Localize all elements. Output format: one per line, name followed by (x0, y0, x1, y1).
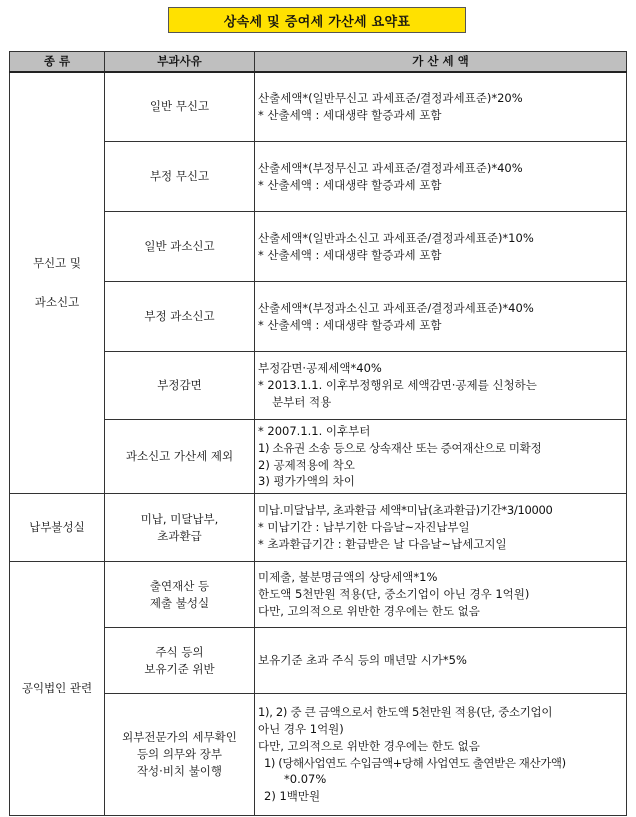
amount-cell: 산출세액*(일반무신고 과세표준/결정과세표준)*20% * 산출세액 : 세대생략 할증과세 포함 (255, 72, 627, 142)
amount-cell: * 2007.1.1. 이후부터 1) 소유권 소송 등으로 상속재산 또는 증여재산으로 미확정 2) 공제적용에 착오 3) 평가가액의 차이 (255, 420, 627, 494)
surcharge-summary-table (9, 51, 627, 816)
amount-cell: 산출세액*(일반과소신고 과세표준/결정과세표준)*10% * 산출세액 : 세대생략 할증과세 포함 (255, 212, 627, 282)
amount-cell: 산출세액*(부정과소신고 과세표준/결정과세표준)*40% * 산출세액 : 세대생략 할증과세 포함 (255, 282, 627, 352)
reason-cell: 미납, 미달납부, 초과환급 (105, 494, 255, 562)
reason-cell: 과소신고 가산세 제외 (105, 420, 255, 494)
page-title: 상속세 및 증여세 가산세 요약표 (168, 7, 466, 33)
amount-cell: 산출세액*(부정무신고 과세표준/결정과세표준)*40% * 산출세액 : 세대생략 할증과세 포함 (255, 142, 627, 212)
reason-cell: 출연재산 등 제출 불성실 (105, 562, 255, 628)
category-late-payment: 납부불성실 (10, 494, 105, 562)
reason-cell: 일반 과소신고 (105, 212, 255, 282)
reason-cell: 부정감면 (105, 352, 255, 420)
header-amount: 가 산 세 액 (255, 52, 627, 72)
category-underreporting: 무신고 및 과소신고 (10, 72, 105, 494)
amount-cell: 보유기준 초과 주식 등의 매년말 시가*5% (255, 628, 627, 694)
amount-cell: 부정감면·공제세액*40% * 2013.1.1. 이후부정행위로 세액감면·공제를 신청하는 분부터 적용 (255, 352, 627, 420)
table-row (10, 562, 627, 628)
table-row (10, 494, 627, 562)
amount-cell: 미납.미달납부, 초과환급 세액*미납(초과환급)기간*3/10000 * 미납기간 : 납부기한 다음날~자진납부일 * 초과환급기간 : 환급받은 날 다음날~납세고지일 (255, 494, 627, 562)
category-public-interest: 공익법인 관련 (10, 562, 105, 816)
amount-cell: 미제출, 불분명금액의 상당세액*1% 한도액 5천만원 적용(단, 중소기업이 아닌 경우 1억원) 다만, 고의적으로 위반한 경우에는 한도 없음 (255, 562, 627, 628)
header-kind: 종 류 (10, 52, 105, 72)
reason-cell: 외부전문가의 세무확인 등의 의무와 장부 작성·비치 불이행 (105, 694, 255, 816)
table-row (10, 72, 627, 142)
reason-cell: 부정 과소신고 (105, 282, 255, 352)
reason-cell: 주식 등의 보유기준 위반 (105, 628, 255, 694)
table-header-row (10, 52, 627, 72)
header-reason: 부과사유 (105, 52, 255, 72)
reason-cell: 일반 무신고 (105, 72, 255, 142)
amount-cell: 1), 2) 중 큰 금액으로서 한도액 5천만원 적용(단, 중소기업이 아닌 경우 1억원) 다만, 고의적으로 위반한 경우에는 한도 없음 1) (당해사업연도 수입금액+당해 사업연도 출연받은 재산가액) *0.07% 2) 1백만원 (255, 694, 627, 816)
reason-cell: 부정 무신고 (105, 142, 255, 212)
